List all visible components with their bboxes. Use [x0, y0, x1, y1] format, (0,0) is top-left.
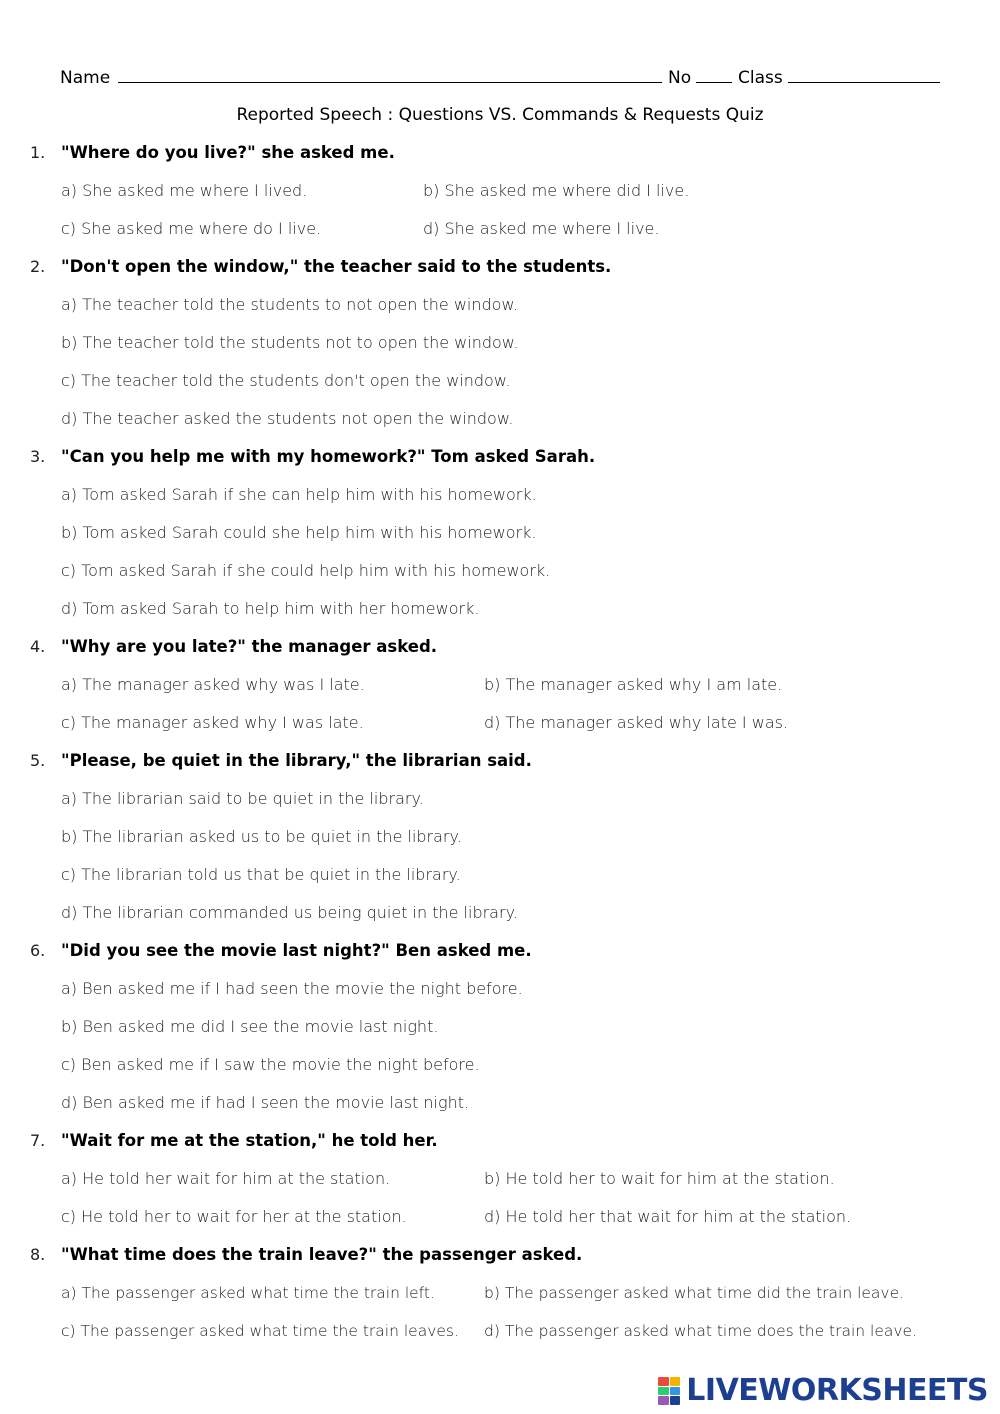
option-d[interactable]: d) He told her that wait for him at the station.	[484, 1207, 852, 1226]
question-text: "Why are you late?" the manager asked.	[61, 637, 438, 656]
option-c[interactable]: c) The passenger asked what time the train leaves.	[61, 1322, 459, 1340]
option-d[interactable]: d) She asked me where I live.	[423, 219, 660, 238]
option-a[interactable]: a) Tom asked Sarah if she can help him with his homework.	[61, 485, 537, 504]
name-blank[interactable]	[118, 64, 662, 83]
option-d[interactable]: d) The manager asked why late I was.	[484, 713, 789, 732]
option-d[interactable]: d) The passenger asked what time does the train leave.	[484, 1322, 918, 1340]
option-d[interactable]: d) The teacher asked the students not open the window.	[61, 409, 514, 428]
option-b[interactable]: b) He told her to wait for him at the station.	[484, 1169, 835, 1188]
option-b[interactable]: b) She asked me where did I live.	[423, 181, 690, 200]
question-text: "Wait for me at the station," he told her.	[61, 1131, 438, 1150]
option-c[interactable]: c) Tom asked Sarah if she could help him with his homework.	[61, 561, 551, 580]
no-label: No	[668, 68, 692, 88]
no-blank[interactable]	[696, 64, 732, 83]
option-a[interactable]: a) The passenger asked what time the train left.	[61, 1284, 435, 1302]
option-d[interactable]: d) Tom asked Sarah to help him with her homework.	[61, 599, 480, 618]
option-c[interactable]: c) Ben asked me if I saw the movie the night before.	[61, 1055, 480, 1074]
question-number: 5.	[30, 751, 46, 770]
option-a[interactable]: a) He told her wait for him at the station.	[61, 1169, 391, 1188]
option-c[interactable]: c) The manager asked why I was late.	[61, 713, 364, 732]
option-b[interactable]: b) Tom asked Sarah could she help him with his homework.	[61, 523, 537, 542]
option-c[interactable]: c) She asked me where do I live.	[61, 219, 322, 238]
question-number: 4.	[30, 637, 46, 656]
option-a[interactable]: a) The librarian said to be quiet in the library.	[61, 789, 424, 808]
question-number: 2.	[30, 257, 46, 276]
option-b[interactable]: b) The passenger asked what time did the train leave.	[484, 1284, 905, 1302]
question-text: "What time does the train leave?" the passenger asked.	[61, 1245, 583, 1264]
question-text: "Where do you live?" she asked me.	[61, 143, 395, 162]
question-number: 7.	[30, 1131, 46, 1150]
option-a[interactable]: a) Ben asked me if I had seen the movie the night before.	[61, 979, 523, 998]
question-text: "Can you help me with my homework?" Tom asked Sarah.	[61, 447, 596, 466]
question-text: "Please, be quiet in the library," the librarian said.	[61, 751, 532, 770]
option-d[interactable]: d) Ben asked me if had I seen the movie last night.	[61, 1093, 470, 1112]
option-a[interactable]: a) She asked me where I lived.	[61, 181, 308, 200]
option-c[interactable]: c) The teacher told the students don't open the window.	[61, 371, 511, 390]
name-label: Name	[60, 68, 111, 88]
class-blank[interactable]	[788, 64, 940, 83]
option-c[interactable]: c) He told her to wait for her at the station.	[61, 1207, 407, 1226]
option-b[interactable]: b) Ben asked me did I see the movie last night.	[61, 1017, 439, 1036]
worksheet-title: Reported Speech : Questions VS. Commands & Requests Quiz	[236, 105, 764, 125]
question-number: 1.	[30, 143, 46, 162]
student-info-row	[60, 64, 940, 92]
question-number: 3.	[30, 447, 46, 466]
option-d[interactable]: d) The librarian commanded us being quiet in the library.	[61, 903, 518, 922]
liveworksheets-logo-icon	[658, 1377, 680, 1405]
question-number: 8.	[30, 1245, 46, 1264]
option-c[interactable]: c) The librarian told us that be quiet in the library.	[61, 865, 461, 884]
option-b[interactable]: b) The teacher told the students not to open the window.	[61, 333, 519, 352]
logo-text: LIVEWORKSHEETS	[686, 1373, 988, 1408]
option-a[interactable]: a) The manager asked why was I late.	[61, 675, 365, 694]
option-a[interactable]: a) The teacher told the students to not open the window.	[61, 295, 519, 314]
question-text: "Don't open the window," the teacher said to the students.	[61, 257, 612, 276]
class-label: Class	[738, 68, 783, 88]
question-number: 6.	[30, 941, 46, 960]
option-b[interactable]: b) The librarian asked us to be quiet in the library.	[61, 827, 462, 846]
question-text: "Did you see the movie last night?" Ben asked me.	[61, 941, 532, 960]
option-b[interactable]: b) The manager asked why I am late.	[484, 675, 783, 694]
liveworksheets-logo[interactable]	[658, 1372, 988, 1410]
